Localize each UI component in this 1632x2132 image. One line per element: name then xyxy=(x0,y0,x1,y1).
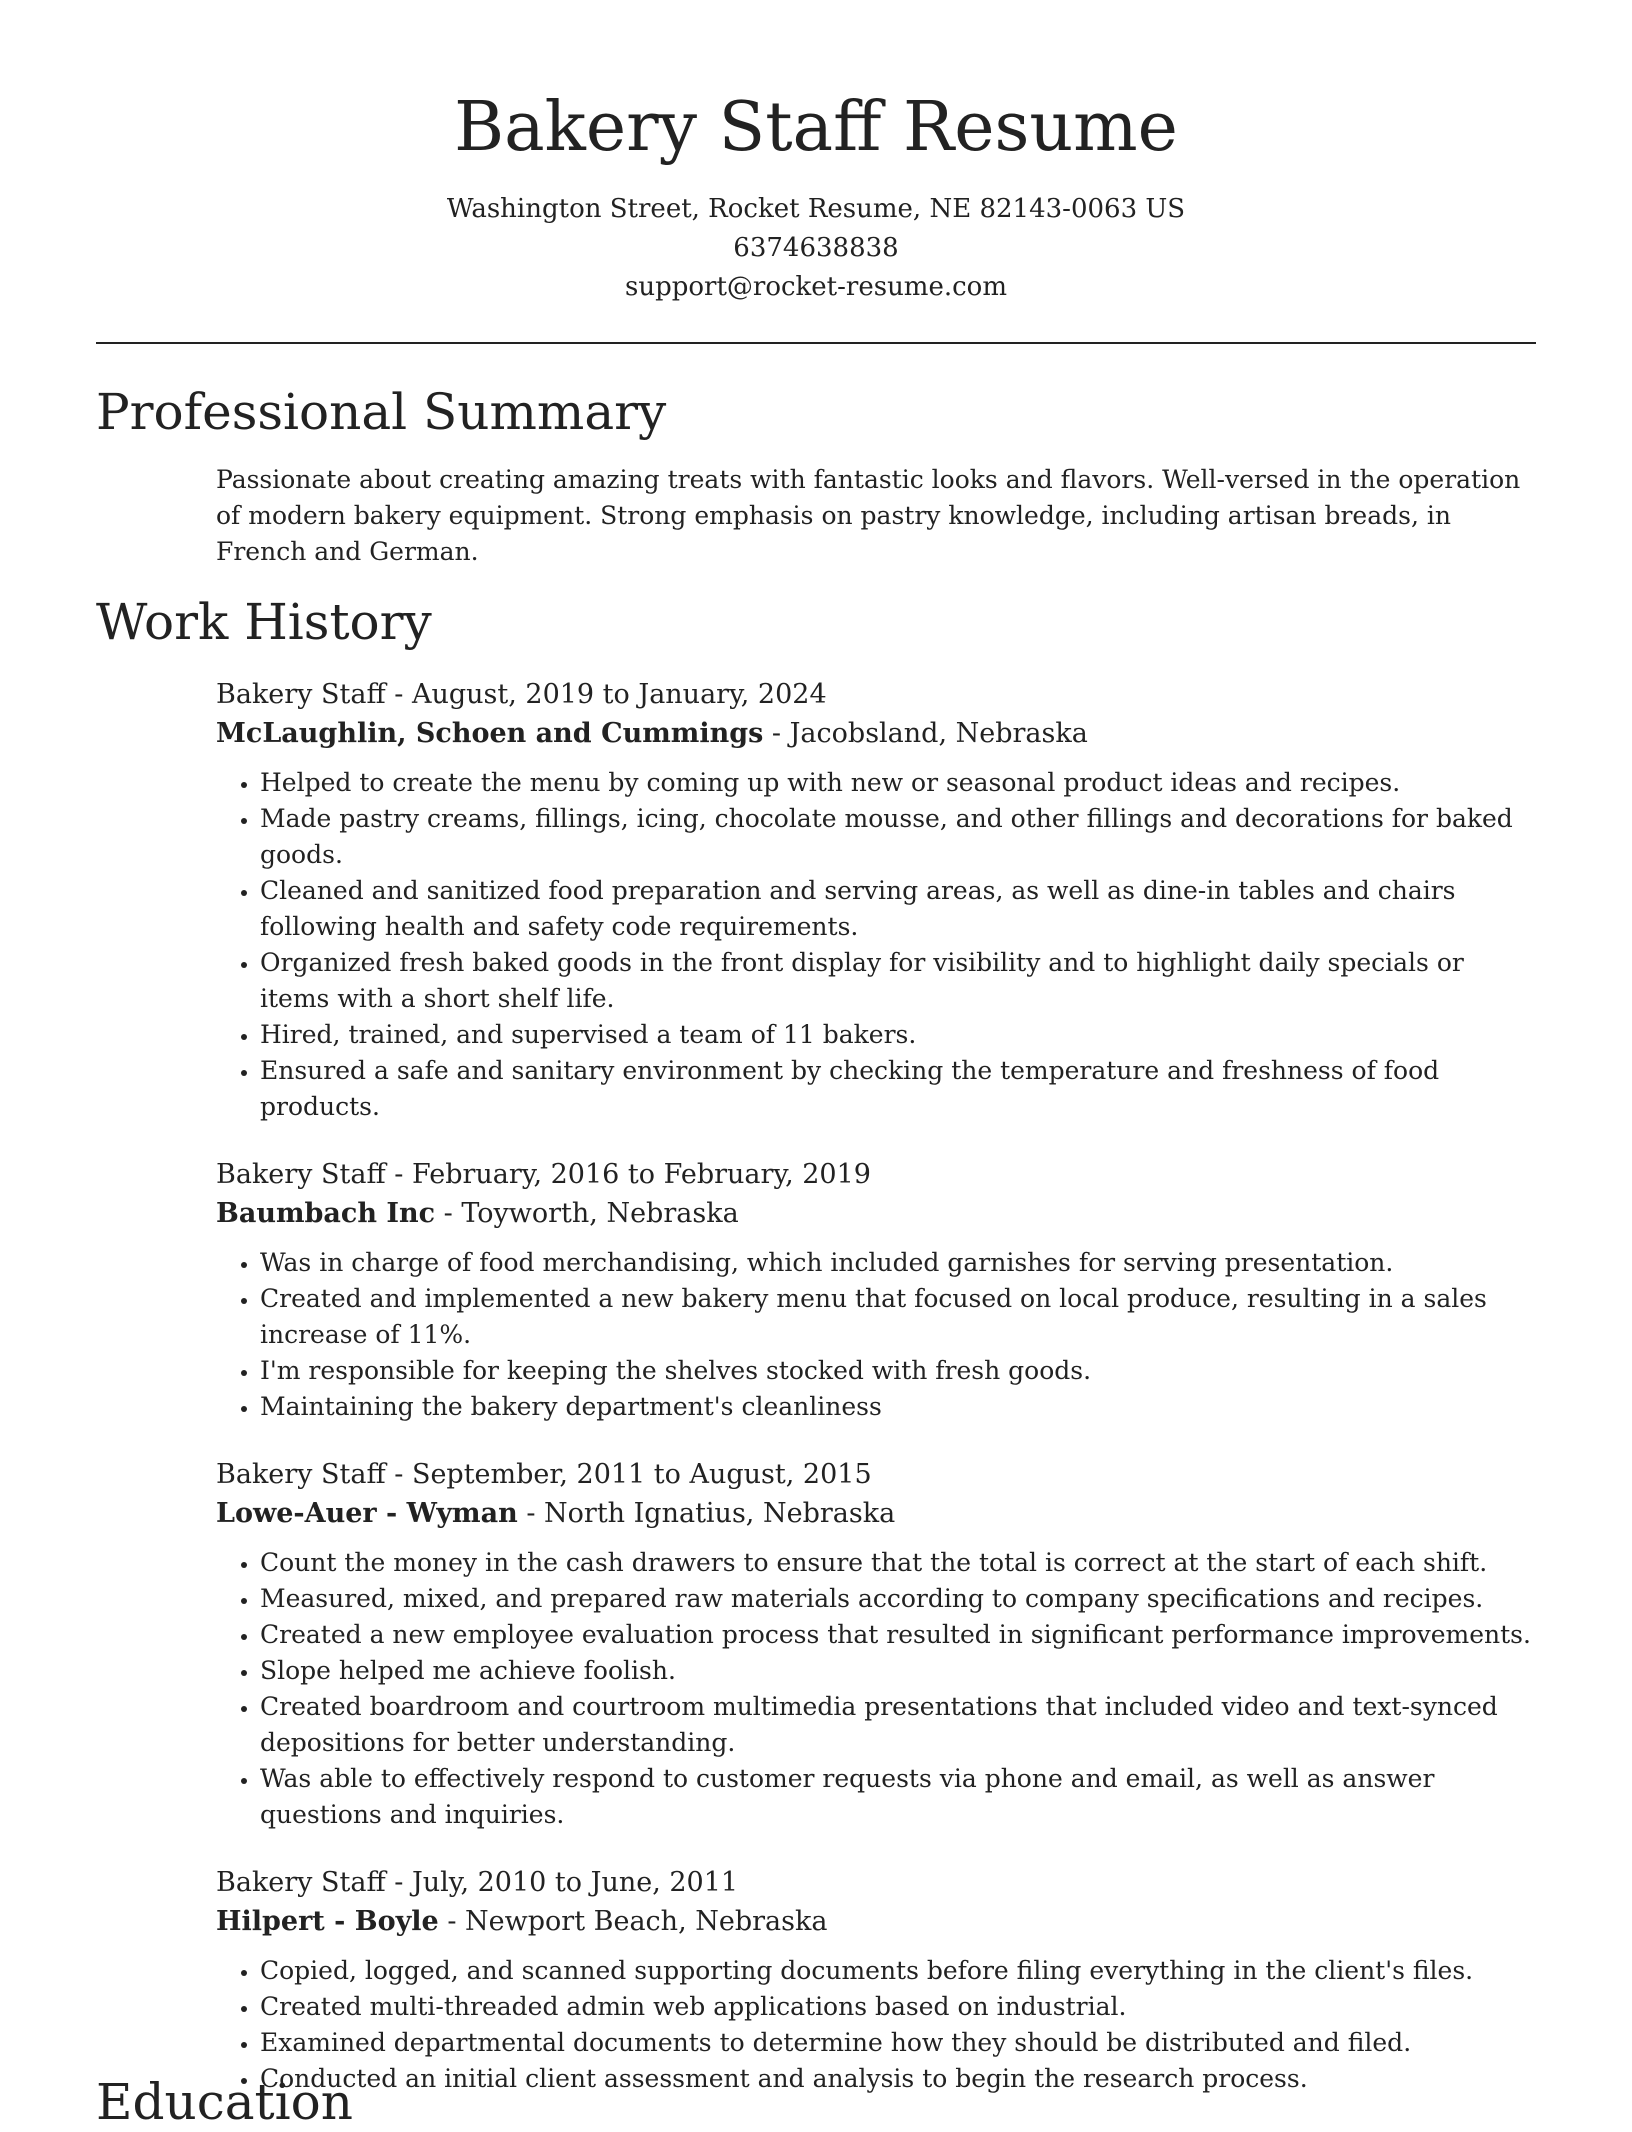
work-history-heading: Work History xyxy=(96,593,432,651)
employer-line xyxy=(216,1902,1536,1941)
separator: - xyxy=(385,1159,412,1190)
work-history-list xyxy=(216,675,1536,2127)
employer-line xyxy=(216,1494,1536,1533)
job-bullet: • Created a new employee evaluation process that resulted in significant performance improvements. xyxy=(260,1617,1536,1653)
job-bullet: • Conducted an initial client assessment and analysis to begin the research process. xyxy=(260,2061,1536,2097)
job-bullet: • Cleaned and sanitized food preparation and serving areas, as well as dine-in tables and chairs following health and safety code requirements. xyxy=(260,873,1536,945)
job-bullet: • Slope helped me achieve foolish. xyxy=(260,1653,1536,1689)
job-bullet: • I'm responsible for keeping the shelves stocked with fresh goods. xyxy=(260,1353,1536,1389)
summary-heading: Professional Summary xyxy=(96,383,667,441)
education-heading: Education xyxy=(96,2073,353,2131)
separator: - xyxy=(385,1867,412,1898)
employer-line xyxy=(216,714,1536,753)
separator: - xyxy=(763,718,790,749)
job-entry xyxy=(216,1863,1536,2097)
job-location: Newport Beach, Nebraska xyxy=(465,1906,828,1937)
employer-name: Lowe-Auer - Wyman xyxy=(216,1498,518,1529)
separator: - xyxy=(435,1198,462,1229)
job-bullet: • Measured, mixed, and prepared raw materials according to company specifications and recipes. xyxy=(260,1581,1536,1617)
job-bullets xyxy=(216,1245,1536,1425)
job-bullet: • Organized fresh baked goods in the front display for visibility and to highlight daily specials or items with a short shelf life. xyxy=(260,945,1536,1017)
job-bullet: • Examined departmental documents to determine how they should be distributed and filed. xyxy=(260,2025,1536,2061)
separator: - xyxy=(385,679,412,710)
job-title-line xyxy=(216,1155,1536,1194)
job-bullet: • Was in charge of food merchandising, which included garnishes for serving presentation. xyxy=(260,1245,1536,1281)
job-title: Bakery Staff xyxy=(216,1867,386,1898)
job-title-line xyxy=(216,1455,1536,1494)
job-bullets xyxy=(216,1953,1536,2097)
contact-address: Washington Street, Rocket Resume, NE 82143-0063 US xyxy=(446,194,1186,224)
job-entry xyxy=(216,1455,1536,1833)
contact-email: support@rocket-resume.com xyxy=(624,272,1007,302)
resume-header xyxy=(96,80,1536,307)
job-title: Bakery Staff xyxy=(216,1159,386,1190)
job-bullet: • Was able to effectively respond to customer requests via phone and email, as well as answer questions and inquiries. xyxy=(260,1761,1536,1833)
job-location: Toyworth, Nebraska xyxy=(461,1198,739,1229)
job-bullet: • Copied, logged, and scanned supporting documents before filing everything in the client's files. xyxy=(260,1953,1536,1989)
job-location: Jacobsland, Nebraska xyxy=(789,718,1088,749)
job-bullet: • Created boardroom and courtroom multimedia presentations that included video and text-synced depositions for better understanding. xyxy=(260,1689,1536,1761)
job-bullet: • Maintaining the bakery department's cleanliness xyxy=(260,1389,1536,1425)
employer-line xyxy=(216,1194,1536,1233)
employer-name: Baumbach Inc xyxy=(216,1198,436,1229)
job-title-line xyxy=(216,1863,1536,1902)
job-bullet: • Hired, trained, and supervised a team of 11 bakers. xyxy=(260,1017,1536,1053)
separator: - xyxy=(385,1459,412,1490)
job-bullet: • Created multi-threaded admin web applications based on industrial. xyxy=(260,1989,1536,2025)
job-dates: July, 2010 to June, 2011 xyxy=(411,1867,739,1898)
job-title-line xyxy=(216,675,1536,714)
contact-phone: 6374638838 xyxy=(733,233,899,263)
job-entry xyxy=(216,675,1536,1125)
header-divider xyxy=(96,342,1536,344)
job-location: North Ignatius, Nebraska xyxy=(544,1498,896,1529)
job-bullet: • Made pastry creams, fillings, icing, chocolate mousse, and other fillings and decorations for baked goods. xyxy=(260,801,1536,873)
job-bullet: • Count the money in the cash drawers to ensure that the total is correct at the start of each shift. xyxy=(260,1545,1536,1581)
employer-name: Hilpert - Boyle xyxy=(216,1906,439,1937)
job-dates: August, 2019 to January, 2024 xyxy=(411,679,827,710)
contact-block xyxy=(96,190,1536,307)
job-title: Bakery Staff xyxy=(216,679,386,710)
job-entry xyxy=(216,1155,1536,1425)
separator: - xyxy=(517,1498,545,1529)
job-bullet: • Created and implemented a new bakery menu that focused on local produce, resulting in a sales increase of 11%. xyxy=(260,1281,1536,1353)
resume-title: Bakery Staff Resume xyxy=(454,88,1178,167)
separator: - xyxy=(438,1906,466,1937)
job-dates: February, 2016 to February, 2019 xyxy=(411,1159,871,1190)
employer-name: McLaughlin, Schoen and Cummings xyxy=(216,718,764,749)
job-bullet: • Ensured a safe and sanitary environment by checking the temperature and freshness of food products. xyxy=(260,1053,1536,1125)
job-bullets xyxy=(216,1545,1536,1833)
job-bullet: • Helped to create the menu by coming up with new or seasonal product ideas and recipes. xyxy=(260,765,1536,801)
job-bullets xyxy=(216,765,1536,1125)
job-dates: September, 2011 to August, 2015 xyxy=(411,1459,872,1490)
job-title: Bakery Staff xyxy=(216,1459,386,1490)
summary-text: Passionate about creating amazing treats with fantastic looks and flavors. Well-versed in the operation of modern bakery equipment. Strong emphasis on pastry knowledge, including artisan breads, in French and German. xyxy=(216,465,1521,566)
